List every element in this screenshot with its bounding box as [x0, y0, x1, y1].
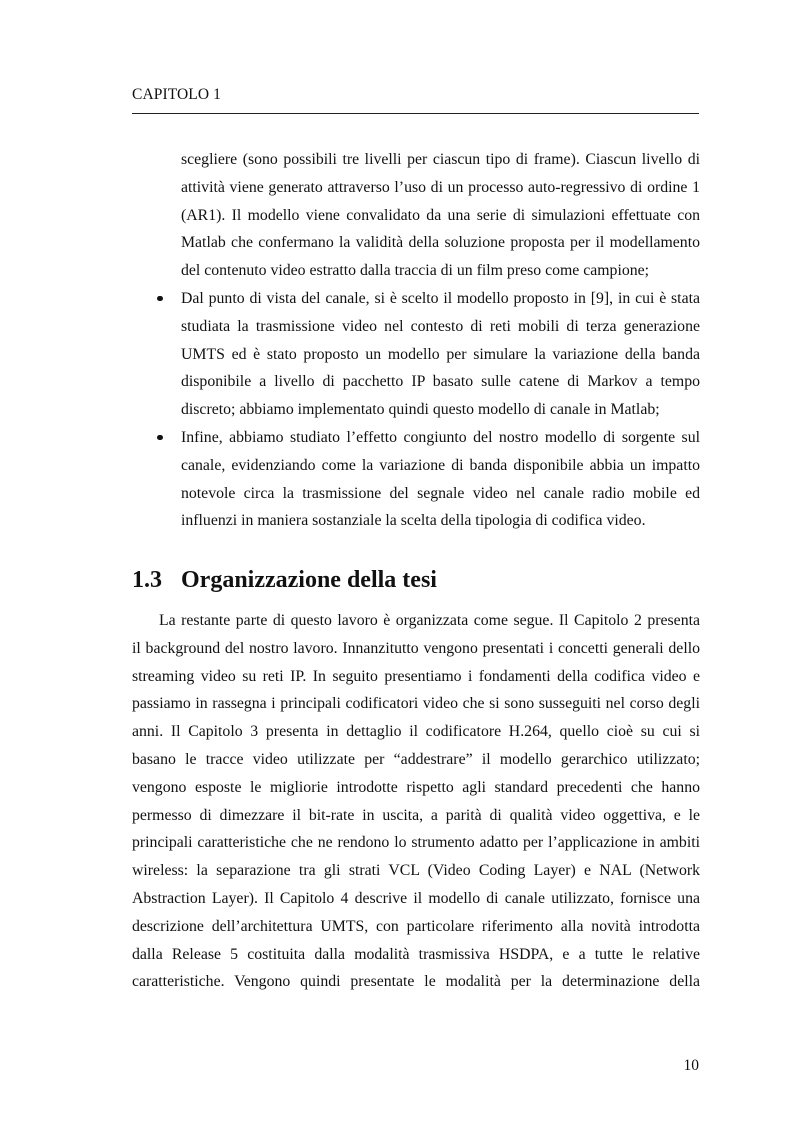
section-heading — [132, 564, 700, 596]
text-line: Infine, abbiamo studiato l’effetto congiunto del nostro modello di sorgente sul — [181, 428, 700, 446]
list-item-continuation — [181, 146, 700, 285]
text-line: streaming video su reti IP. In seguito presentiamo i fondamenti della codifica video e — [132, 667, 700, 685]
text-line: passiamo in rassegna i principali codificatori video che si sono susseguiti nel corso degli — [132, 695, 700, 713]
text-line: Dal punto di vista del canale, si è scelto il modello proposto in [9], in cui è stata — [181, 289, 700, 307]
text-line: principali caratteristiche che ne rendono lo strumento adatto per l’applicazione in ambiti — [132, 834, 700, 852]
text-line: Matlab che confermano la validità della soluzione proposta per il modellamento — [181, 234, 700, 252]
text-line: disponibile a livello di pacchetto IP basato sulle catene di Markov a tempo — [181, 373, 700, 391]
bullet-list — [181, 146, 700, 535]
section-title: Organizzazione della tesi — [181, 567, 437, 593]
text-line: permesso di dimezzare il bit-rate in uscita, a parità di qualità video oggettiva, e le — [132, 806, 700, 824]
text-line: Abstraction Layer). Il Capitolo 4 descrive il modello di canale utilizzato, fornisce una — [132, 889, 700, 907]
page-number: 10 — [683, 1057, 699, 1074]
text-line: basano le tracce video utilizzate per “addestrare” il modello gerarchico utilizzato; — [132, 750, 700, 768]
text-line: del contenuto video estratto dalla traccia di un film preso come campione; — [181, 262, 650, 280]
body-paragraph — [132, 607, 700, 996]
text-line: UMTS ed è stato proposto un modello per simulare la variazione della banda — [181, 345, 700, 363]
text-line: (AR1). Il modello viene convalidato da una serie di simulazioni effettuate con — [181, 206, 700, 224]
text-line: notevole circa la trasmissione del segnale video nel canale radio mobile ed — [181, 484, 700, 502]
bullet-icon — [157, 435, 163, 441]
text-line: discreto; abbiamo implementato quindi questo modello di canale in Matlab; — [181, 401, 660, 419]
text-line: wireless: la separazione tra gli strati VCL (Video Coding Layer) e NAL (Network — [132, 862, 700, 880]
text-line: canale, evidenziando come la variazione di banda disponibile abbia un impatto — [181, 456, 700, 474]
list-item — [181, 285, 700, 424]
list-item — [181, 424, 700, 535]
text-line: dalla Release 5 costituita dalla modalità trasmissiva HSDPA, e a tutte le relative — [132, 945, 700, 963]
text-line: vengono esposte le migliorie introdotte rispetto agli standard precedenti che hanno — [132, 778, 700, 796]
text-line: scegliere (sono possibili tre livelli per ciascun tipo di frame). Ciascun livello di — [181, 151, 700, 168]
running-header: CAPITOLO 1 — [132, 86, 221, 103]
text-line: attività viene generato attraverso l’uso di un processo auto-regressivo di ordine 1 — [181, 178, 700, 196]
section-number: 1.3 — [132, 567, 162, 593]
text-line: influenzi in maniera sostanziale la scelta della tipologia di codifica video. — [181, 512, 646, 530]
text-line: La restante parte di questo lavoro è organizzata come segue. Il Capitolo 2 presenta — [159, 612, 700, 629]
text-line: descrizione dell’architettura UMTS, con particolare riferimento alla novità introdotta — [132, 917, 700, 935]
header-divider — [132, 113, 699, 114]
text-line: caratteristiche. Vengono quindi presentate le modalità per la determinazione della — [132, 973, 700, 991]
text-line: studiata la trasmissione video nel contesto di reti mobili di terza generazione — [181, 317, 700, 335]
text-line: il background del nostro lavoro. Innanzitutto vengono presentati i concetti generali dello — [132, 639, 700, 657]
bullet-icon — [157, 296, 163, 302]
text-line: anni. Il Capitolo 3 presenta in dettaglio il codificatore H.264, quello cioè su cui si — [132, 723, 700, 741]
